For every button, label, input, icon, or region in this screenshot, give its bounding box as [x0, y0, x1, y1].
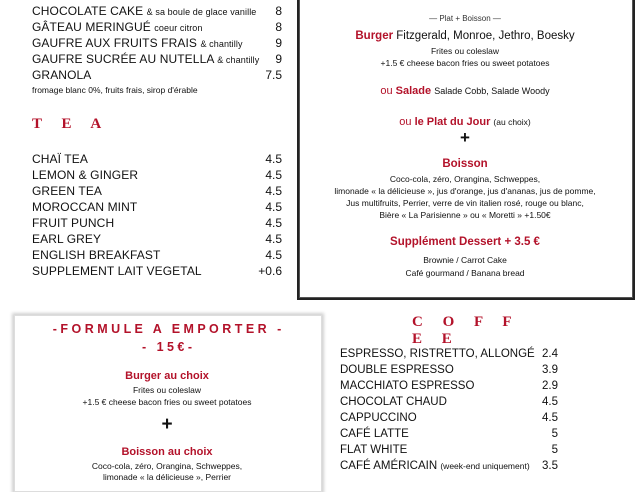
- dessert-supplement-label: Supplément Dessert + 3.5 €: [390, 236, 540, 248]
- coffee-price: 4.5: [542, 412, 558, 424]
- tea-row: [32, 184, 282, 200]
- tea-price: 4.5: [265, 152, 282, 166]
- dessert-name: CHOCOLATE CAKE: [32, 4, 144, 18]
- dessert-row: [32, 68, 282, 84]
- tea-row: [32, 168, 282, 184]
- coffee-row: [340, 348, 558, 363]
- tea-name: GREEN TEA: [32, 184, 103, 198]
- dessert-price: 7.5: [265, 68, 282, 82]
- tea-row: [32, 264, 282, 280]
- plat-line: [297, 116, 633, 128]
- dessert-name: GAUFRE SUCRÉE AU NUTELLA: [32, 52, 214, 66]
- tea-name: ENGLISH BREAKFAST: [32, 248, 161, 262]
- takeaway-burger-sides: Frites ou coleslaw: [132, 385, 202, 395]
- tea-price: +0.6: [258, 264, 282, 278]
- salade-names: Salade Cobb, Salade Woody: [434, 86, 550, 96]
- boisson-line: limonade « la délicieuse », jus d'orange, jus d'ananas, jus de pomme,: [334, 186, 596, 196]
- boisson-line: Bière « La Parisienne » ou « Moretti » +1.50€: [379, 210, 551, 220]
- tea-name: SUPPLEMENT LAIT VEGETAL: [32, 264, 202, 278]
- plat-note: (au choix): [493, 117, 531, 127]
- coffee-name: ESPRESSO, RISTRETTO, ALLONGÉ: [340, 348, 535, 360]
- coffee-name: DOUBLE ESPRESSO: [340, 364, 454, 376]
- dessert-option: Café gourmand / Banana bread: [405, 268, 525, 278]
- salade-label: Salade: [395, 85, 432, 97]
- tea-price: 4.5: [265, 184, 282, 198]
- coffee-price: 2.9: [542, 380, 558, 392]
- coffee-title: C O F F E E: [412, 314, 519, 347]
- coffee-row: [340, 444, 558, 459]
- burger-names: Fitzgerald, Monroe, Jethro, Boesky: [396, 30, 575, 42]
- dessert-row: [32, 36, 282, 52]
- granola-description: fromage blanc 0%, fruits frais, sirop d'érable: [32, 85, 198, 95]
- boisson-line: Jus multifruits, Perrier, verre de vin italien rosé, rouge ou blanc,: [346, 198, 584, 208]
- dessert-price: 9: [275, 52, 282, 66]
- salade-line: [297, 85, 633, 97]
- takeaway-boisson-label: Boisson au choix: [121, 446, 213, 458]
- tea-name: EARL GREY: [32, 232, 102, 246]
- dessert-note: & chantilly: [200, 39, 243, 49]
- dessert-price: 8: [275, 4, 282, 18]
- coffee-price: 5: [551, 444, 558, 456]
- salade-prefix: ou: [380, 85, 393, 97]
- tea-title: T E A: [32, 116, 110, 132]
- tea-name: MOROCCAN MINT: [32, 200, 138, 214]
- tea-price: 4.5: [265, 216, 282, 230]
- coffee-price: 3.9: [542, 364, 558, 376]
- dessert-option: Brownie / Carrot Cake: [423, 255, 507, 265]
- dessert-name: GÂTEAU MERINGUÉ: [32, 20, 151, 34]
- coffee-price: 2.4: [542, 348, 558, 360]
- takeaway-title: - F O R M U L E A E M P O R T E R -: [52, 322, 282, 336]
- takeaway-price: - 1 5 € -: [141, 340, 193, 354]
- coffee-price: 4.5: [542, 396, 558, 408]
- takeaway-burger-label: Burger au choix: [125, 370, 209, 382]
- plus-sign: +: [460, 128, 470, 147]
- boisson-label: Boisson: [442, 158, 488, 170]
- coffee-row: [340, 428, 558, 443]
- tea-row: [32, 200, 282, 216]
- coffee-name: MACCHIATO ESPRESSO: [340, 380, 475, 392]
- tea-row: [32, 152, 282, 168]
- tea-price: 4.5: [265, 168, 282, 182]
- burger-line: [297, 30, 633, 42]
- tea-name: FRUIT PUNCH: [32, 216, 115, 230]
- coffee-name: FLAT WHITE: [340, 444, 408, 456]
- coffee-row: [340, 380, 558, 395]
- dessert-note: & chantilly: [217, 55, 260, 65]
- dessert-note: coeur citron: [154, 23, 203, 33]
- dessert-name: GRANOLA: [32, 68, 92, 82]
- tea-name: LEMON & GINGER: [32, 168, 139, 182]
- takeaway-burger-supplement: +1.5 € cheese bacon fries ou sweet potatoes: [82, 397, 252, 407]
- coffee-note: (week-end uniquement): [440, 461, 530, 471]
- coffee-row: [340, 396, 558, 411]
- tea-name: CHAÏ TEA: [32, 152, 88, 166]
- tea-price: 4.5: [265, 200, 282, 214]
- burger-sides: Frites ou coleslaw: [430, 46, 500, 56]
- coffee-name: CAPPUCCINO: [340, 412, 417, 424]
- takeaway-boisson-line: limonade « la délicieuse », Perrier: [102, 472, 232, 482]
- dessert-name: GAUFRE AUX FRUITS FRAIS: [32, 36, 197, 50]
- dessert-price: 8: [275, 20, 282, 34]
- coffee-name: CHOCOLAT CHAUD: [340, 396, 447, 408]
- tea-price: 4.5: [265, 248, 282, 262]
- dessert-note: & sa boule de glace vanille: [146, 7, 257, 17]
- dessert-row: [32, 52, 282, 68]
- coffee-row: [340, 364, 558, 379]
- coffee-row: [340, 460, 558, 475]
- takeaway-boisson-line: Coco-cola, zéro, Orangina, Schweppes,: [91, 461, 243, 471]
- coffee-name: CAFÉ LATTE: [340, 428, 409, 440]
- formule-header: — Plat + Boisson —: [429, 14, 501, 23]
- coffee-name: CAFÉ AMÉRICAIN: [340, 460, 438, 472]
- boisson-line: Coco-cola, zéro, Orangina, Schweppes,: [389, 174, 541, 184]
- takeaway-plus-sign: +: [161, 414, 173, 435]
- tea-price: 4.5: [265, 232, 282, 246]
- dessert-price: 9: [275, 36, 282, 50]
- coffee-row: [340, 412, 558, 427]
- plat-label: le Plat du Jour: [414, 116, 491, 128]
- burger-supplement: +1.5 € cheese bacon fries ou sweet potatoes: [380, 58, 550, 68]
- tea-row: [32, 248, 282, 264]
- dessert-row: [32, 4, 282, 20]
- burger-label: Burger: [355, 30, 394, 42]
- coffee-price: 5: [551, 428, 558, 440]
- dessert-row: [32, 20, 282, 36]
- tea-row: [32, 232, 282, 248]
- coffee-price: 3.5: [542, 460, 558, 472]
- tea-row: [32, 216, 282, 232]
- plat-prefix: ou: [399, 116, 412, 128]
